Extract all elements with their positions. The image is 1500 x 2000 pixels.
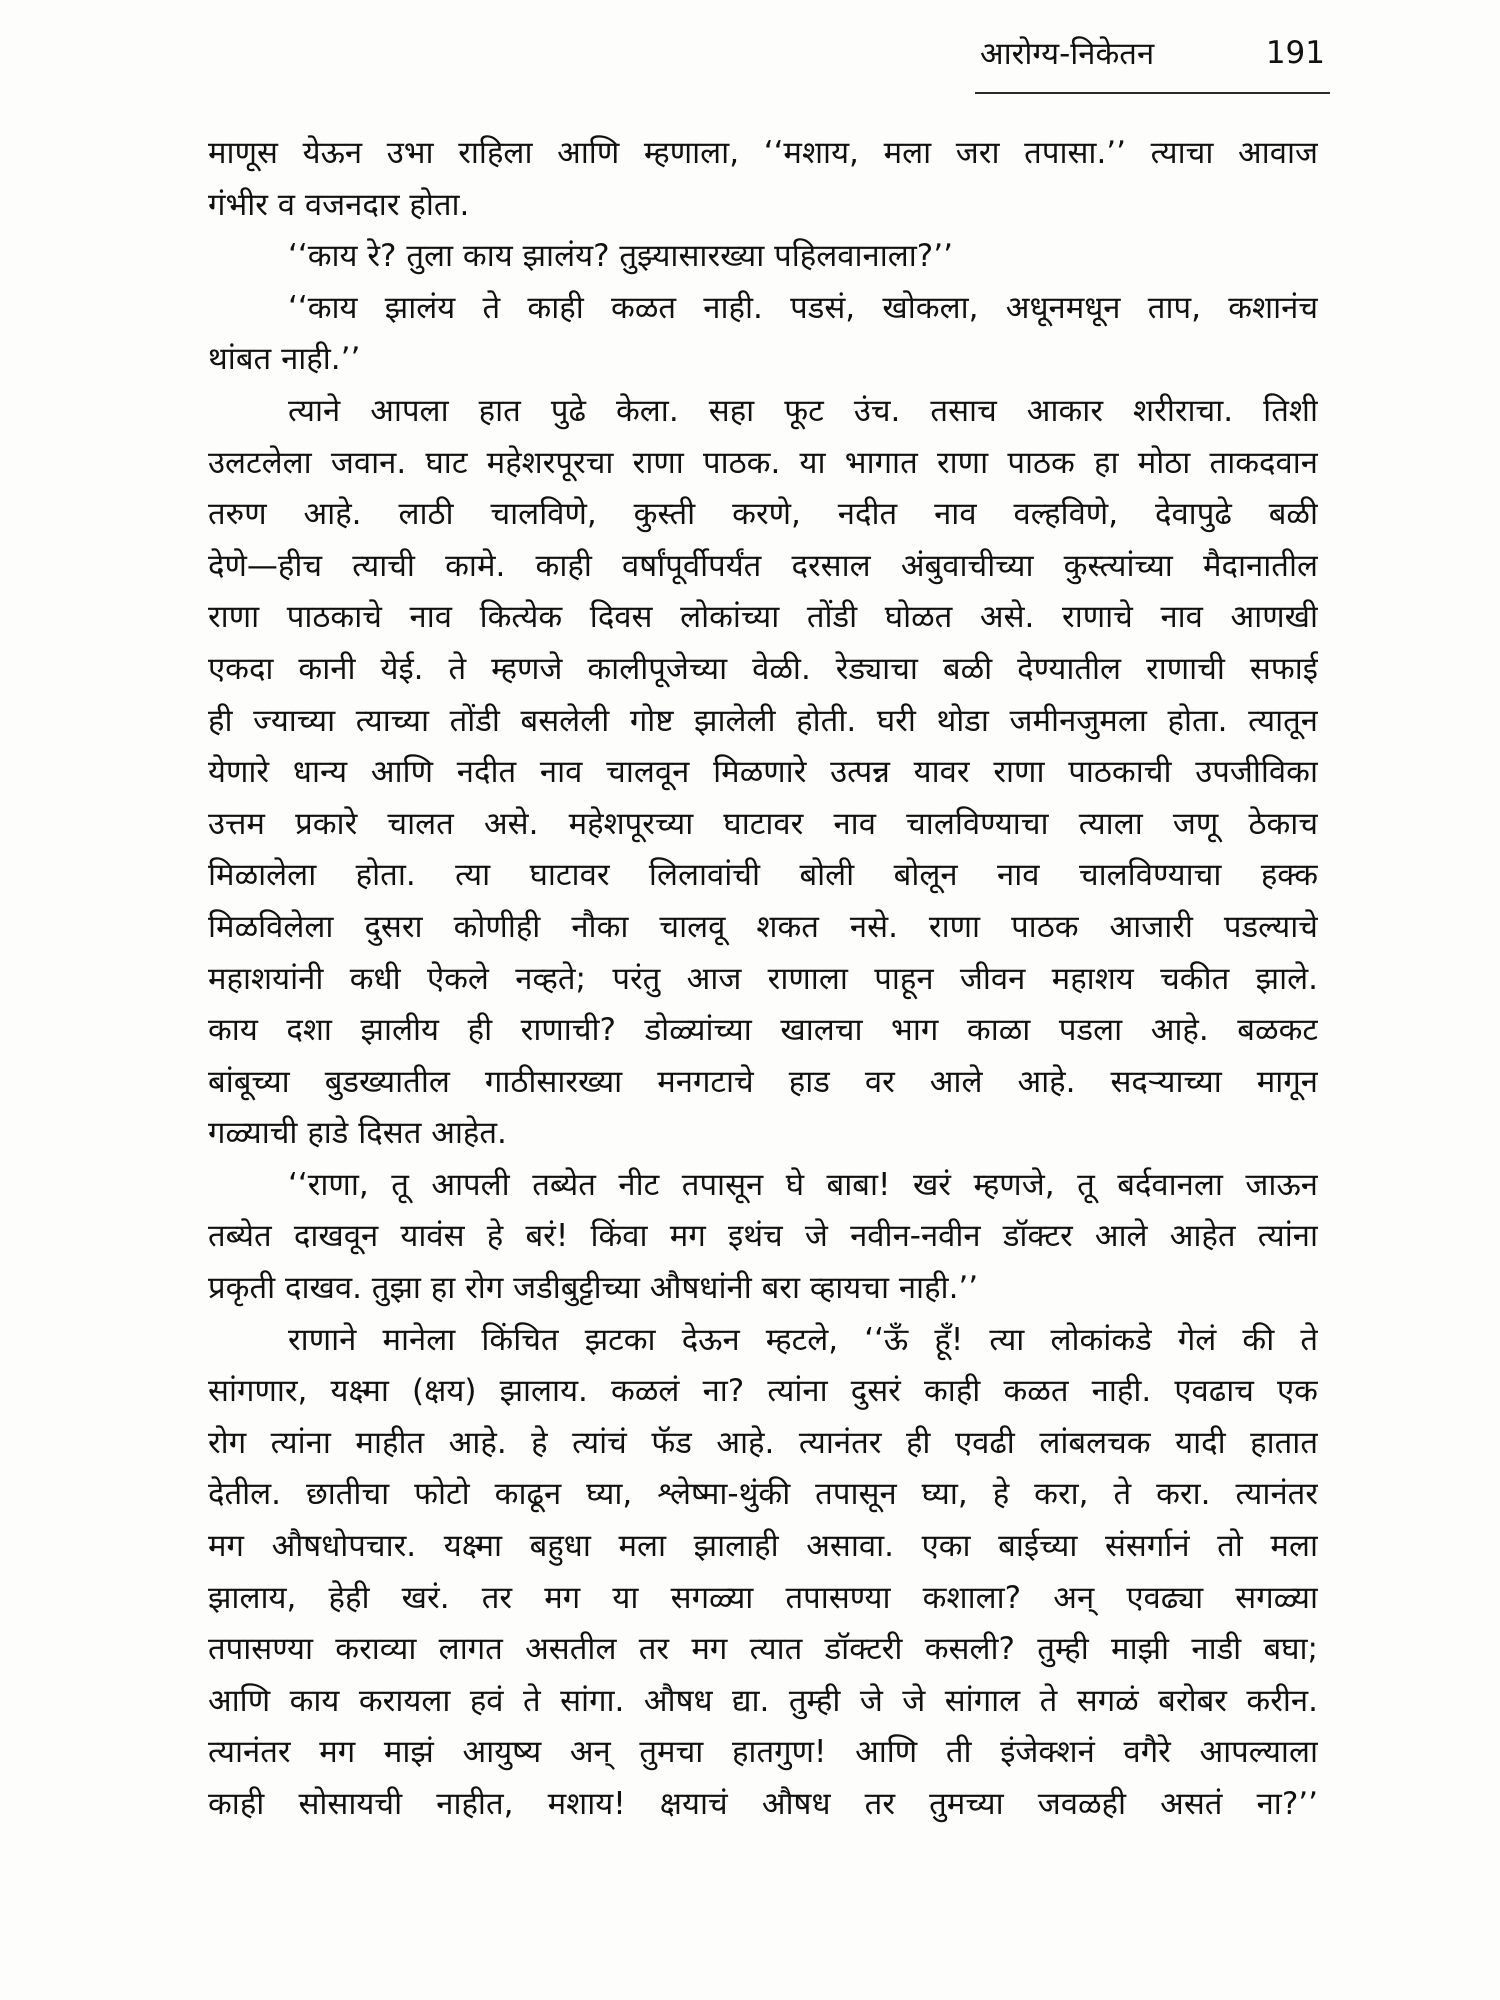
text-line: राणाने मानेला किंचित झटका देऊन म्हटले, ‘‘ऊँ हूँ! त्या लोकांकडे गेलं की ते: [288, 1321, 1318, 1358]
text-line: उत्तम प्रकारे चालत असे. महेशपूरच्या घाटावर नाव चालविण्याचा त्याला जणू ठेकाच: [208, 805, 1318, 842]
header-rule: [975, 92, 1330, 94]
text-line: तब्येत दाखवून यावंस हे बरं! किंवा मग इथंच जे नवीन-नवीन डॉक्टर आले आहेत त्यांना: [208, 1218, 1318, 1255]
body-text: [208, 128, 1318, 1831]
text-line: काय दशा झालीय ही राणाची? डोळ्यांच्या खालचा भाग काळा पडला आहे. बळकट: [208, 1012, 1318, 1049]
text-line: एकदा कानी येई. ते म्हणजे कालीपूजेच्या वेळी. रेड्याचा बळी देण्यातील राणाची सफाई: [208, 650, 1318, 687]
text-line: उलटलेला जवान. घाट महेशरपूरचा राणा पाठक. या भागात राणा पाठक हा मोठा ताकदवान: [208, 444, 1318, 481]
text-line: बांबूच्या बुडख्यातील गाठीसारख्या मनगटाचे हाड वर आले आहे. सदऱ्याच्या मागून: [208, 1063, 1318, 1100]
text-line: झालाय, हेही खरं. तर मग या सगळ्या तपासण्या कशाला? अन् एवढ्या सगळ्या: [208, 1579, 1318, 1616]
text-line: रोग त्यांना माहीत आहे. हे त्यांचं फॅड आहे. त्यानंतर ही एवढी लांबलचक यादी हातात: [208, 1424, 1318, 1461]
text-line: तरुण आहे. लाठी चालविणे, कुस्ती करणे, नदीत नाव वल्हविणे, देवापुढे बळी: [208, 496, 1318, 533]
text-line: ही ज्याच्या त्याच्या तोंडी बसलेली गोष्ट झालेली होती. घरी थोडा जमीनजुमला होता. त्यातून: [208, 702, 1318, 739]
text-line: आणि काय करायला हवं ते सांगा. औषध द्या. तुम्ही जे जे सांगाल ते सगळं बरोबर करीन.: [208, 1682, 1318, 1719]
text-line: प्रकृती दाखव. तुझा हा रोग जडीबुट्टीच्या औषधांनी बरा व्हायचा नाही.’’: [208, 1270, 979, 1307]
text-line: मिळालेला होता. त्या घाटावर लिलावांची बोली बोलून नाव चालविण्याचा हक्क: [208, 857, 1318, 894]
text-line: ‘‘काय झालंय ते काही कळत नाही. पडसं, खोकला, अधूनमधून ताप, कशानंच: [288, 289, 1318, 326]
text-line: थांबत नाही.’’: [208, 341, 361, 378]
text-line: देतील. छातीचा फोटो काढून घ्या, श्लेष्मा-थुंकी तपासून घ्या, हे करा, ते करा. त्यानंतर: [208, 1476, 1318, 1513]
text-line: गंभीर व वजनदार होता.: [208, 186, 470, 223]
text-line: तपासण्या कराव्या लागत असतील तर मग त्यात डॉक्टरी कसली? तुम्ही माझी नाडी बघा;: [208, 1631, 1318, 1668]
running-header: [980, 28, 1325, 78]
text-line: ‘‘काय रे? तुला काय झालंय? तुझ्यासारख्या पहिलवानाला?’’: [288, 238, 953, 275]
text-line: त्याने आपला हात पुढे केला. सहा फूट उंच. तसाच आकार शरीराचा. तिशी: [288, 392, 1318, 429]
text-line: त्यानंतर मग माझं आयुष्य अन् तुमचा हातगुण! आणि ती इंजेक्शनं वगैरे आपल्याला: [208, 1734, 1318, 1771]
text-line: सांगणार, यक्ष्मा (क्षय) झालाय. कळलं ना? त्यांना दुसरं काही कळत नाही. एवढाच एक: [208, 1373, 1318, 1410]
text-line: मिळविलेला दुसरा कोणीही नौका चालवू शकत नसे. राणा पाठक आजारी पडल्याचे: [208, 908, 1318, 945]
text-line: ‘‘राणा, तू आपली तब्येत नीट तपासून घे बाबा! खरं म्हणजे, तू बर्दवानला जाऊन: [288, 1166, 1318, 1203]
text-line: माणूस येऊन उभा राहिला आणि म्हणाला, ‘‘मशाय, मला जरा तपासा.’’ त्याचा आवाज: [208, 135, 1318, 171]
text-line: काही सोसायची नाहीत, मशाय! क्षयाचं औषध तर तुमच्या जवळही असतं ना?’’: [208, 1786, 1318, 1822]
text-line: मग औषधोपचार. यक्ष्मा बहुधा मला झालाही असावा. एका बाईच्या संसर्गानं तो मला: [208, 1528, 1318, 1565]
text-line: गळ्याची हाडे दिसत आहेत.: [208, 1115, 507, 1152]
text-line: येणारे धान्य आणि नदीत नाव चालवून मिळणारे उत्पन्न यावर राणा पाठकाची उपजीविका: [208, 754, 1318, 791]
text-line: राणा पाठकाचे नाव कित्येक दिवस लोकांच्या तोंडी घोळत असे. राणाचे नाव आणखी: [208, 599, 1318, 636]
text-line: देणे—हीच त्याची कामे. काही वर्षांपूर्वीपर्यंत दरसाल अंबुवाचीच्या कुस्त्यांच्या मैदानातील: [208, 547, 1318, 584]
running-header-title: आरोग्य-निकेतन: [980, 36, 1155, 72]
page-number: 191: [1265, 35, 1325, 71]
text-line: महाशयांनी कधी ऐकले नव्हते; परंतु आज राणाला पाहून जीवन महाशय चकीत झाले.: [208, 960, 1318, 997]
